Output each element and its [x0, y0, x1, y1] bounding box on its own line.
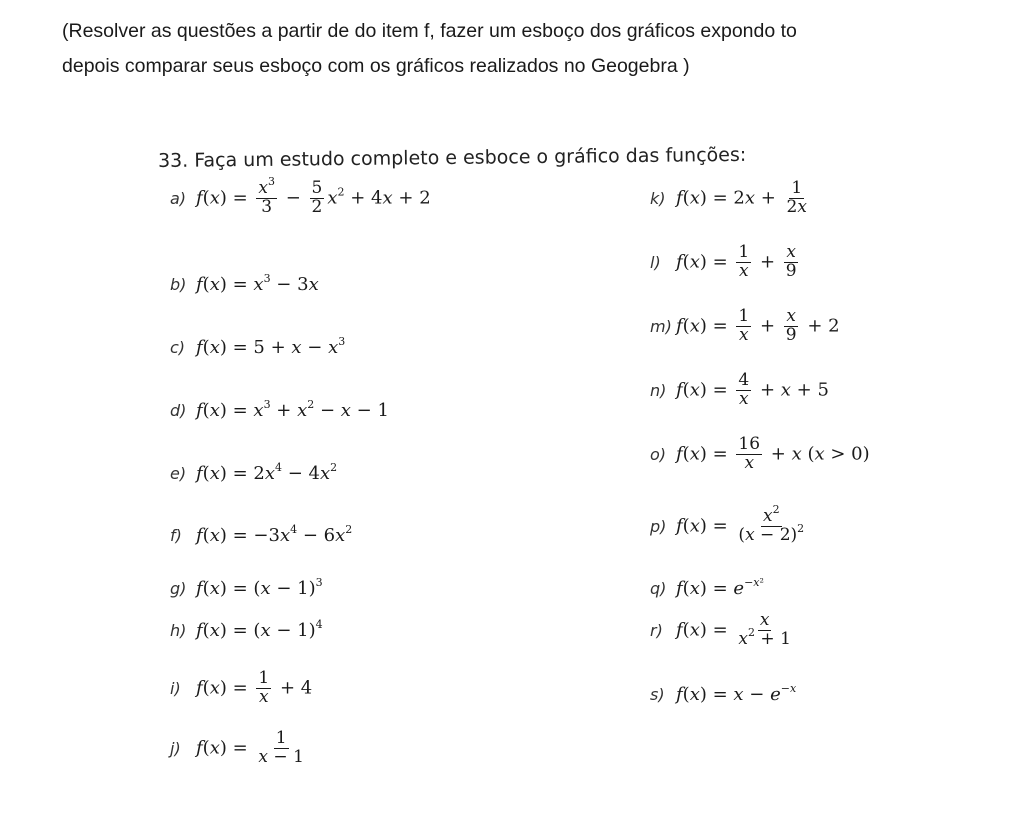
item-g [170, 578, 323, 599]
item-label: b) [170, 275, 187, 294]
item-formula: f(x) = $\frac{x}{x^2 + 1}$ [676, 610, 791, 649]
item-formula: $f(x) = x^3 - 3x$ [196, 272, 319, 295]
item-b [170, 274, 319, 295]
item-o [650, 436, 870, 473]
item-label: r) [650, 620, 663, 640]
item-formula: f(x) = $\frac{16}{x}$ + x (x > 0) [676, 434, 870, 473]
item-label: s) [650, 685, 665, 704]
item-label: a) [170, 188, 187, 208]
item-label: l) [650, 252, 661, 272]
item-f [170, 525, 352, 546]
item-formula: f(x) = $\frac{1}{x}$ + $\frac{x}{9}$ [676, 242, 797, 281]
item-a [170, 175, 431, 217]
item-label: o) [650, 444, 667, 464]
item-q [650, 578, 764, 599]
item-label: j) [170, 738, 181, 758]
item-label: f) [170, 526, 182, 545]
exercise-statement: Faça um estudo completo e esboce o gráfico das funções: [194, 143, 747, 172]
item-formula: $f(x) = 2x^4 - 4x^2$ [196, 461, 338, 484]
item-formula: f(x) = 2x + $\frac{1}{2x}$ [676, 178, 807, 217]
item-formula: $f(x) = e^{-x^2}$ [676, 576, 764, 599]
item-p [650, 503, 809, 545]
item-formula: $f(x) = x^3 + x^2 - x - 1$ [196, 398, 389, 421]
item-label: k) [650, 188, 666, 208]
item-formula: f(x) = $\frac{x^3}{3}$ − $\frac{5}{2}$ $x^2 + 4x + 2$ [196, 175, 431, 217]
instruction-line-1: (Resolver as questões a partir de do item f, fazer um esboço dos gráficos expondo to [62, 20, 797, 42]
item-c [170, 337, 345, 358]
item-r [650, 612, 796, 649]
item-m [650, 308, 840, 345]
item-formula: f(x) = $\frac{1}{x - 1}$ [196, 728, 304, 767]
item-s [650, 684, 796, 705]
instruction-text [62, 14, 1018, 84]
item-label: m) [650, 316, 672, 336]
item-label: d) [170, 401, 187, 420]
item-j [170, 730, 309, 767]
item-i [170, 670, 312, 707]
item-label: n) [650, 380, 667, 400]
item-formula: $f(x) = 5 + x - x^3$ [196, 335, 346, 358]
item-formula: $f(x) = x - e^{-x}$ [676, 682, 797, 705]
item-formula: f(x) = $\frac{x^2}{(x - 2)^2}$ [676, 503, 805, 545]
item-formula: $f(x) = (x - 1)^4$ [196, 618, 323, 641]
item-label: q) [650, 579, 667, 598]
item-h [170, 620, 323, 641]
item-label: h) [170, 621, 187, 640]
exercise-heading [158, 144, 746, 172]
item-label: c) [170, 338, 186, 357]
item-label: g) [170, 579, 187, 598]
item-formula: f(x) = $\frac{1}{x}$ + $\frac{x}{9}$ + 2 [676, 306, 840, 345]
item-formula: $f(x) = (x - 1)^3$ [196, 576, 323, 599]
item-label: e) [170, 464, 187, 483]
exercise-image [157, 143, 998, 790]
item-n [650, 372, 829, 409]
item-e [170, 463, 337, 484]
item-formula: $f(x) = -3x^4 - 6x^2$ [196, 523, 353, 546]
item-formula: f(x) = $\frac{1}{x}$ + 4 [196, 668, 313, 707]
instruction-line-2: depois comparar seus esboço com os gráficos realizados no Geogebra ) [62, 55, 690, 77]
item-d [170, 400, 389, 421]
item-formula: f(x) = $\frac{4}{x}$ + x + 5 [676, 370, 829, 409]
item-k [650, 180, 812, 217]
item-label: p) [650, 516, 667, 536]
exercise-number: 33. [157, 149, 189, 172]
item-l [650, 244, 802, 281]
item-label: i) [170, 678, 181, 698]
